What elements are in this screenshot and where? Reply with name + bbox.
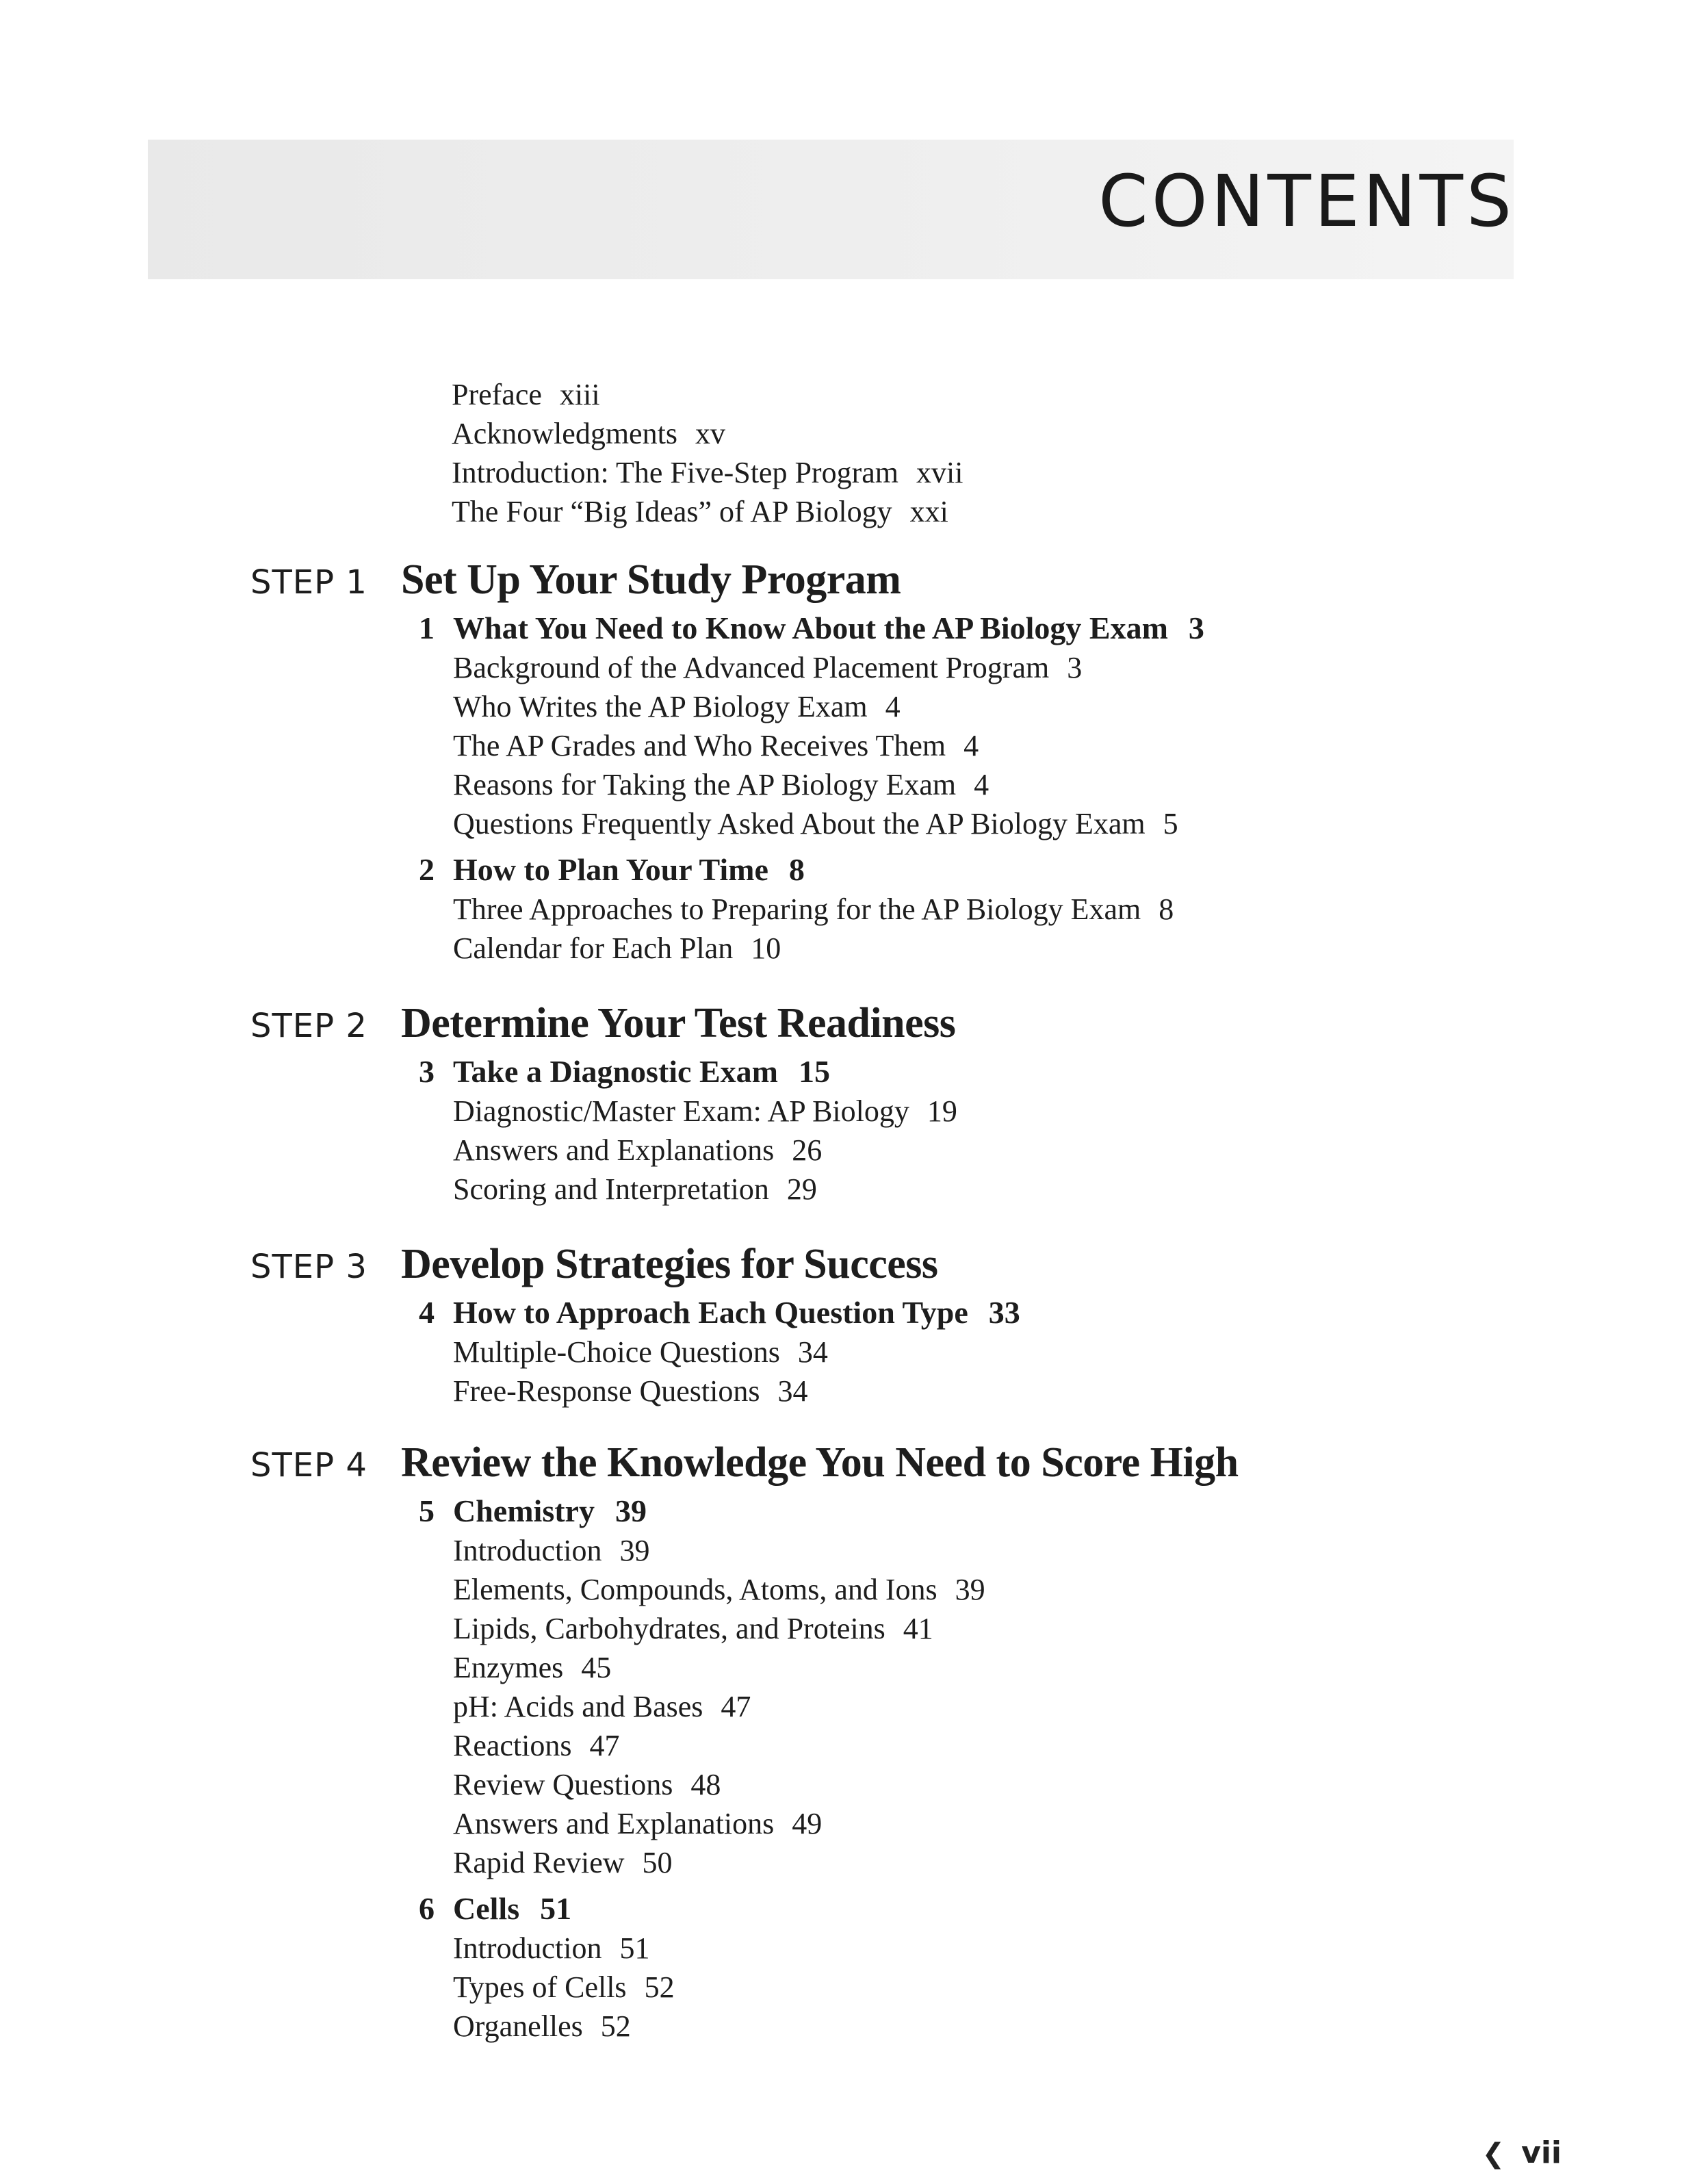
page-number-text: vii [1521,2135,1562,2170]
chapter-heading [419,1491,1551,1531]
entry-title: Three Approaches to Preparing for the AP Biology Exam [453,892,1141,926]
page-number [1482,2135,1562,2170]
toc-entry [453,804,1551,843]
step-title: Develop Strategies for Success [401,1241,938,1287]
entry-page: 8 [1159,892,1174,926]
toc-entry [453,1092,1551,1131]
entry-title: Multiple-Choice Questions [453,1335,780,1369]
chapter-number: 5 [419,1493,435,1528]
entry-page: xvii [916,456,963,489]
chapter-heading [419,1293,1551,1333]
chapter-number: 1 [419,610,435,645]
toc-entry [453,1170,1551,1209]
entry-page: 51 [619,1931,650,1965]
chapter-heading [419,1052,1551,1092]
entry-page: 3 [1067,651,1083,684]
toc-entry [452,492,963,531]
chapter-title: Chemistry [453,1493,595,1528]
entry-page: 26 [792,1133,823,1167]
step-heading [250,999,1551,1048]
entry-page: 29 [786,1172,817,1206]
chapter-page: 15 [798,1054,830,1089]
toc-entry [453,1609,1551,1648]
entry-title: Organelles [453,2009,583,2043]
chapter-page: 51 [540,1891,572,1926]
toc-entry [453,726,1551,765]
entry-page: xxi [909,495,948,528]
step-label: STEP 1 [250,563,367,602]
entry-title: Elements, Compounds, Atoms, and Ions [453,1573,937,1606]
chevron-left-icon: ❮ [1481,2138,1505,2170]
toc-entry [453,1765,1551,1804]
entry-title: Answers and Explanations [453,1133,775,1167]
entry-title: Diagnostic/Master Exam: AP Biology [453,1094,909,1128]
toc-entry [453,765,1551,804]
entry-page: 52 [600,2009,631,2043]
toc-entry [453,2007,1551,2046]
entry-page: 52 [644,1970,675,2004]
section-list [453,1929,1551,2046]
entry-title: Reasons for Taking the AP Biology Exam [453,768,957,801]
entry-page: 48 [690,1768,721,1801]
section-list [453,1333,1551,1411]
chapter-page: 3 [1188,610,1204,645]
toc-entry [453,1372,1551,1411]
entry-page: 34 [777,1374,808,1408]
toc-entry [453,1843,1551,1882]
step-label: STEP 4 [250,1446,367,1484]
toc-entry [453,1804,1551,1843]
chapter-heading [419,850,1551,890]
step-title: Determine Your Test Readiness [401,1000,956,1046]
entry-title: Questions Frequently Asked About the AP Biology Exam [453,807,1146,840]
step-2-section [250,999,1551,1209]
step-heading [250,556,1551,604]
entry-page: 50 [642,1846,673,1879]
entry-page: 34 [797,1335,828,1369]
toc-entry [453,648,1551,687]
section-list [453,1531,1551,1882]
toc-entry [452,414,963,453]
step-4-section [250,1439,1551,2046]
chapter-4 [419,1293,1551,1411]
toc-entry [453,1726,1551,1765]
chapter-5 [419,1491,1551,1882]
toc-entry [453,1687,1551,1726]
entry-page: 47 [721,1690,751,1723]
step-heading [250,1240,1551,1289]
entry-title: Reactions [453,1729,572,1762]
toc-entry [453,1648,1551,1687]
step-label: STEP 3 [250,1248,367,1286]
entry-page: 39 [955,1573,985,1606]
chapter-number: 2 [419,852,435,887]
entry-title: Introduction: The Five-Step Program [452,456,898,489]
entry-page: xiii [559,378,600,411]
entry-title: Preface [452,378,542,411]
step-label: STEP 2 [250,1007,367,1045]
entry-page: 47 [589,1729,620,1762]
entry-title: Lipids, Carbohydrates, and Proteins [453,1612,885,1645]
entry-page: xv [695,417,725,450]
entry-title: Introduction [453,1931,602,1965]
toc-entry [453,890,1551,929]
toc-entry [452,375,963,414]
toc-entry [453,687,1551,726]
entry-page: 4 [974,768,989,801]
chapter-heading [419,608,1551,648]
entry-title: Free-Response Questions [453,1374,760,1408]
front-matter-list [452,375,963,531]
entry-page: 19 [927,1094,957,1128]
chapter-heading [419,1889,1551,1929]
chapter-page: 8 [788,852,805,887]
toc-entry [452,453,963,492]
section-list [453,1092,1551,1209]
toc-entry [453,1333,1551,1372]
entry-title: Review Questions [453,1768,673,1801]
chapter-6 [419,1889,1551,2046]
section-list [453,890,1551,968]
toc-entry [453,1570,1551,1609]
chapter-title: How to Approach Each Question Type [453,1295,968,1330]
entry-title: Acknowledgments [452,417,677,450]
entry-page: 45 [581,1651,612,1684]
entry-title: Answers and Explanations [453,1807,775,1840]
section-list [453,648,1551,843]
entry-title: Scoring and Interpretation [453,1172,769,1206]
entry-page: 49 [792,1807,823,1840]
entry-title: Types of Cells [453,1970,627,2004]
entry-title: Rapid Review [453,1846,625,1879]
toc-entry [453,1929,1551,1968]
entry-title: Who Writes the AP Biology Exam [453,690,868,723]
toc-entry [453,1131,1551,1170]
chapter-3 [419,1052,1551,1209]
chapter-title: How to Plan Your Time [453,852,768,887]
entry-page: 5 [1163,807,1178,840]
chapter-title: Cells [453,1891,520,1926]
entry-page: 4 [885,690,901,723]
chapter-number: 3 [419,1054,435,1089]
entry-title: Calendar for Each Plan [453,931,734,965]
entry-title: Introduction [453,1534,602,1567]
toc-entry [453,929,1551,968]
toc-entry [453,1968,1551,2007]
chapter-number: 6 [419,1891,435,1926]
toc-entry [453,1531,1551,1570]
chapter-title: Take a Diagnostic Exam [453,1054,778,1089]
entry-page: 41 [903,1612,933,1645]
chapter-page: 33 [988,1295,1020,1330]
entry-page: 10 [751,931,781,965]
chapter-title: What You Need to Know About the AP Biology Exam [453,610,1168,645]
entry-title: Background of the Advanced Placement Program [453,651,1050,684]
entry-title: Enzymes [453,1651,564,1684]
chapter-page: 39 [614,1493,647,1528]
step-3-section [250,1240,1551,1411]
entry-title: The AP Grades and Who Receives Them [453,729,946,762]
entry-title: pH: Acids and Bases [453,1690,703,1723]
step-title: Review the Knowledge You Need to Score High [401,1439,1239,1486]
entry-page: 4 [963,729,979,762]
entry-title: The Four “Big Ideas” of AP Biology [452,495,892,528]
chapter-1 [419,608,1551,843]
page-title: CONTENTS [1098,159,1515,243]
entry-page: 39 [619,1534,650,1567]
step-1-section [250,556,1551,968]
step-title: Set Up Your Study Program [401,556,901,603]
chapter-2 [419,850,1551,968]
step-heading [250,1439,1551,1487]
chapter-number: 4 [419,1295,435,1330]
